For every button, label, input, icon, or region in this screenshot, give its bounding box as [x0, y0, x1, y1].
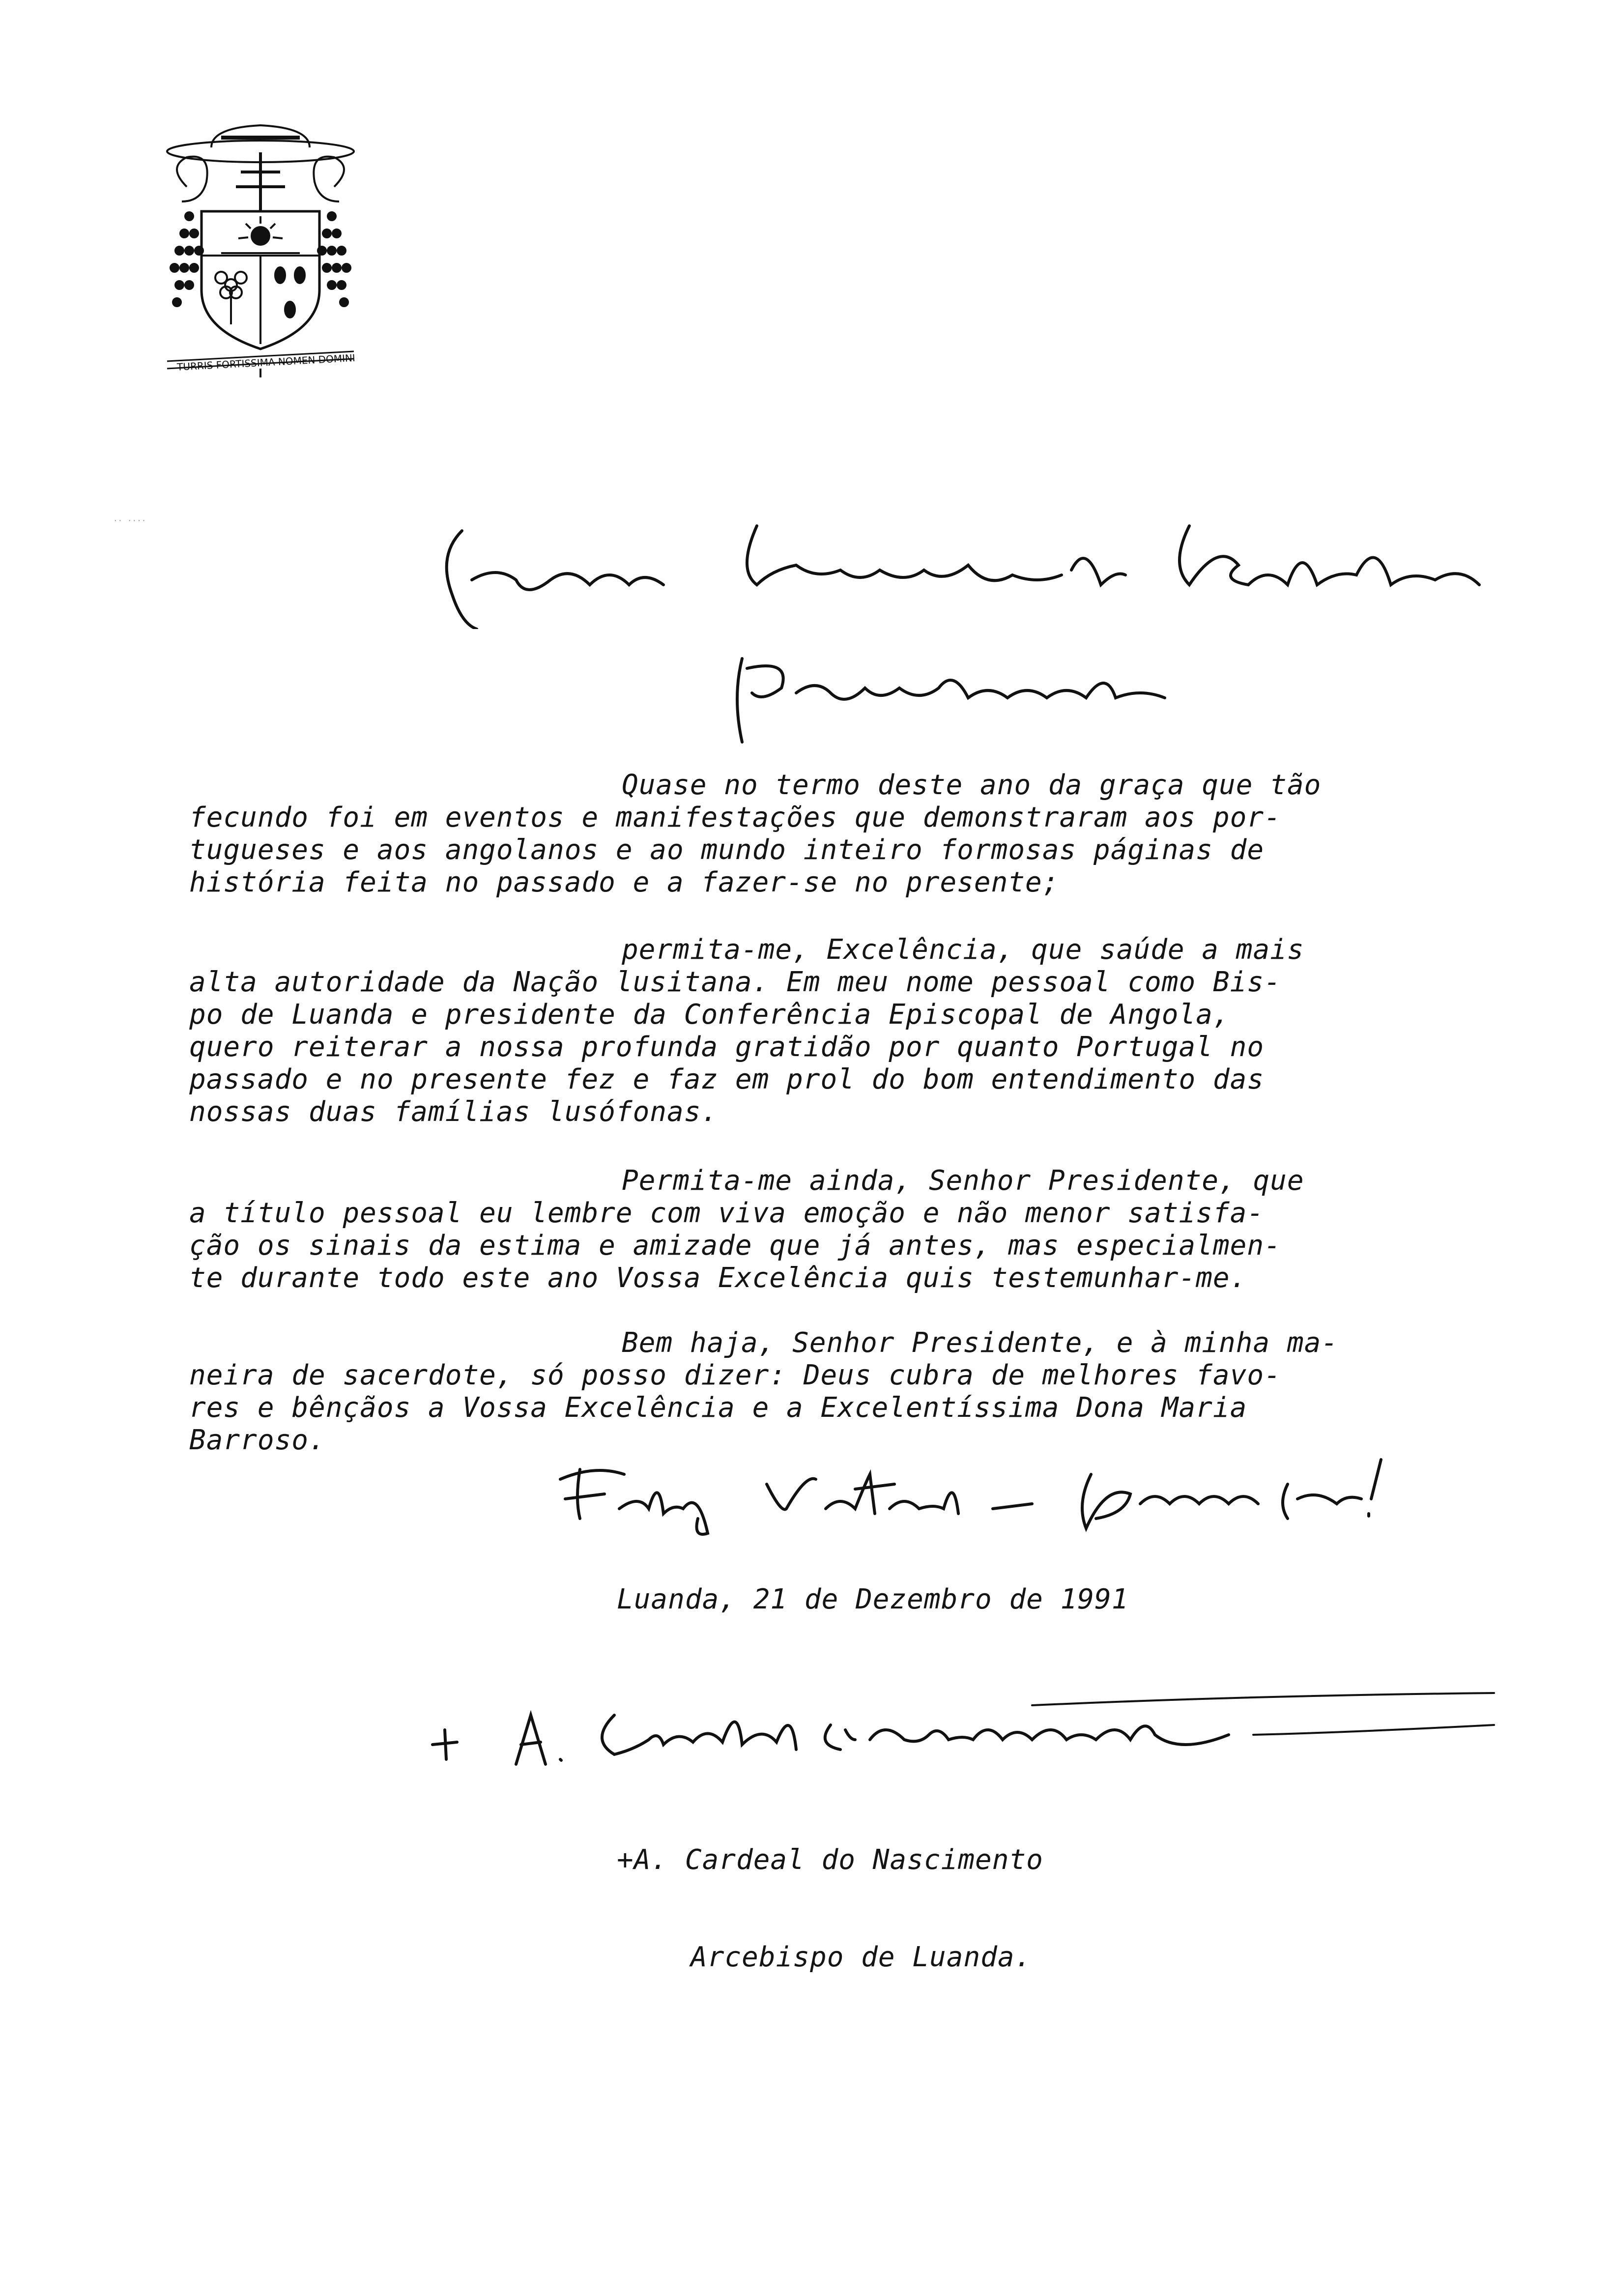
coat-of-arms [157, 118, 364, 378]
paragraph-1-line-1: Quase no termo deste ano da graça que tão [622, 769, 1322, 801]
paragraph-2-line-4: quero reiterar a nossa profunda gratidão por quanto Portugal no [189, 1031, 1265, 1063]
paragraph-2-line-6: nossas duas famílias lusófonas. [189, 1096, 719, 1128]
signatory-name: +A. Cardeal do Nascimento [617, 1844, 1043, 1876]
paragraph-3-line-2: a título pessoal eu lembre com viva emoção e não menor satisfa- [189, 1197, 1265, 1229]
handwritten-salutation-line2 [722, 639, 1189, 747]
paragraph-2-line-5: passado e no presente fez e faz em prol do bom entendimento das [189, 1063, 1265, 1095]
paragraph-4-line-1: Bem haja, Senhor Presidente, e à minha ma- [622, 1327, 1339, 1359]
scan-speck: ·· ···· [113, 516, 146, 525]
paragraph-2-line-2: alta autoridade da Nação lusitana. Em meu nome pessoal como Bis- [189, 966, 1281, 998]
signature-block [617, 1779, 1043, 2006]
signatory-title: Arcebispo de Luanda. [691, 1941, 1032, 1973]
paragraph-3-line-3: ção os sinais da estima e amizade que já antes, mas especialmen- [189, 1230, 1281, 1262]
place-and-date: Luanda, 21 de Dezembro de 1991 [617, 1583, 1129, 1615]
paragraph-4-line-3: res e bênçãos a Vossa Excelência e a Excelentíssima Dona Maria [189, 1392, 1247, 1424]
crest-motto: TURRIS FORTISSIMA NOMEN DOMINI [176, 351, 356, 373]
paragraph-1-line-3: tugueses e aos angolanos e ao mundo inteiro formosas páginas de [189, 834, 1265, 866]
paragraph-4-line-2: neira de sacerdote, só posso dizer: Deus cubra de melhores favo- [189, 1359, 1281, 1391]
paragraph-1-line-2: fecundo foi em eventos e manifestações que demonstraram aos por- [189, 802, 1281, 833]
paragraph-1-line-4: história feita no passado e a fazer-se no presente; [189, 866, 1060, 898]
paragraph-3-line-4: te durante todo este ano Vossa Excelência quis testemunhar-me. [189, 1262, 1247, 1294]
paragraph-3-line-1: Permita-me ainda, Senhor Presidente, que [622, 1165, 1304, 1197]
paragraph-4-line-4: Barroso. [189, 1424, 326, 1456]
paragraph-2-line-3: po de Luanda e presidente da Conferência Episcopal de Angola, [189, 999, 1230, 1031]
handwritten-signature [418, 1686, 1499, 1774]
handwritten-salutation-line1 [432, 511, 1509, 629]
paragraph-2-line-1: permita-me, Excelência, que saúde a mais [622, 934, 1304, 966]
handwritten-greeting [550, 1455, 1386, 1538]
